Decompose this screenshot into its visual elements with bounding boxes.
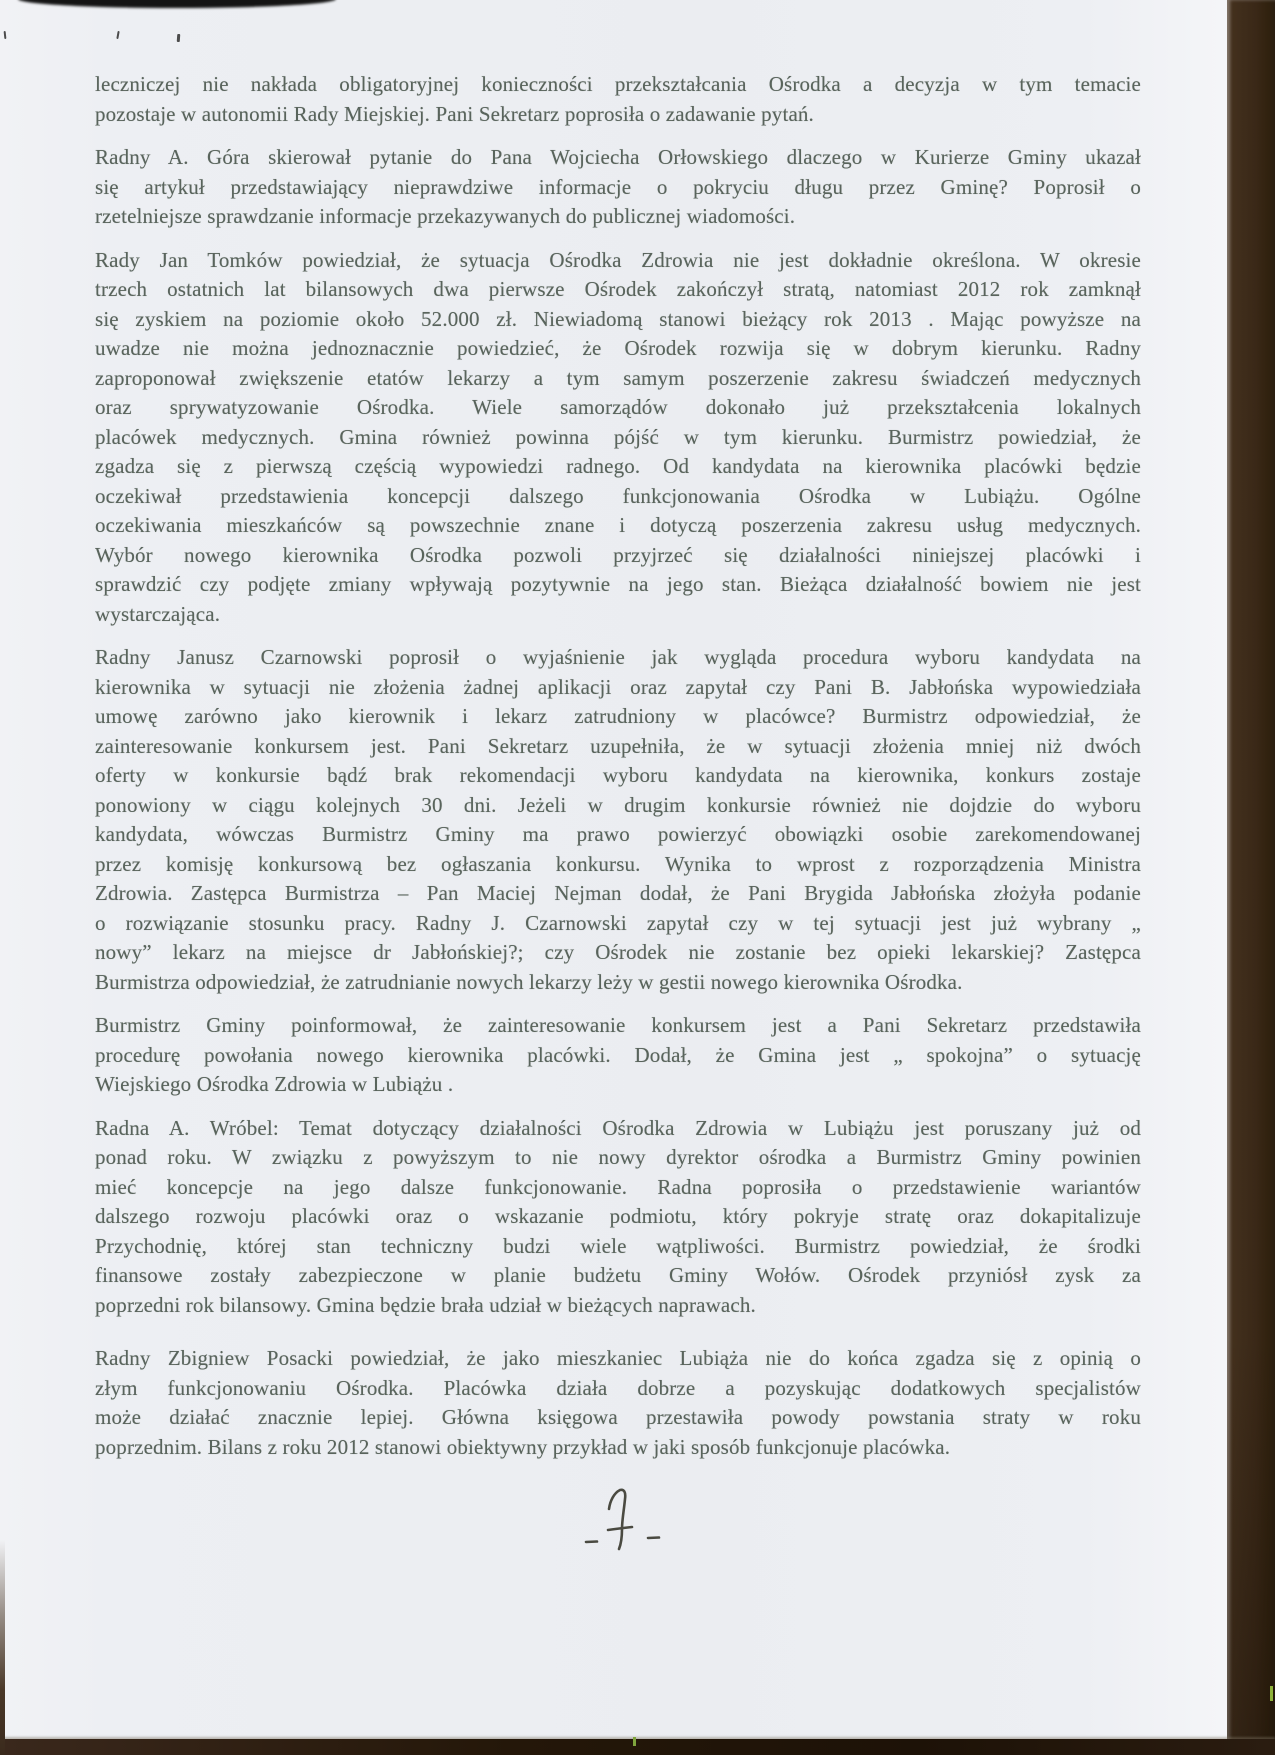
right-dash-stroke xyxy=(648,1538,659,1539)
text-line: Radny A. Góra skierował pytanie do Pana Wojciecha Orłowskiego dlaczego w Kurierze Gminy ukazał xyxy=(95,145,1141,169)
text-line: dalszego rozwoju placówki oraz o wskazanie podmiotu, który pokryje stratę oraz dokapitalizuje xyxy=(95,1204,1141,1228)
text-line: oczekiwania mieszkańców są powszechnie znane i dotyczą poszerzenia zakresu usług medycznych. xyxy=(95,513,1141,537)
text-line: zaproponował zwiększenie etatów lekarzy a tym samym poszerzenie zakresu świadczeń medycznych xyxy=(95,365,1141,390)
text-line: finansowe zostały zabezpieczone w planie budżetu Gminy Wołów. Ośrodek przyniósł zysk za xyxy=(95,1263,1141,1287)
scanner-fleck-green xyxy=(633,1737,636,1746)
text-line: pozostaje w autonomii Rady Miejskiej. Pani Sekretarz poprosiła o zadawanie pytań. xyxy=(95,101,814,126)
text-line: oczekiwał przedstawienia koncepcji dalszego funkcjonowania Ośrodka w Lubiążu. Ogólne xyxy=(95,483,1141,508)
paragraph xyxy=(95,246,1141,630)
text-line: Radny Janusz Czarnowski poprosił o wyjaśnienie jak wygląda procedura wyboru kandydata na xyxy=(95,645,1141,669)
page-number-label xyxy=(572,1566,573,1567)
text-line: Radna A. Wróbel: Temat dotyczący działalności Ośrodka Zdrowia w Lubiążu jest poruszany już od xyxy=(95,1115,1141,1140)
paragraph xyxy=(95,143,1141,232)
text-line: Przychodnię, której stan techniczny budzi wiele wątpliwości. Burmistrz powiedział, że środki xyxy=(95,1233,1141,1258)
text-line: Radny Zbigniew Posacki powiedział, że jako mieszkaniec Lubiąża nie do końca zgadza się z opinią o xyxy=(95,1346,1141,1370)
scanner-fleck-green xyxy=(1270,1686,1273,1701)
document-body xyxy=(95,70,1141,1476)
text-line: Wiejskiego Ośrodka Zdrowia w Lubiążu . xyxy=(95,1072,454,1096)
text-line: może działać znacznie lepiej. Główna księgowa przestawiła powody powstania straty w roku xyxy=(95,1405,1141,1429)
text-line: placówek medycznych. Gmina również powinna pójść w tym kierunku. Burmistrz powiedział, że xyxy=(95,424,1141,449)
scanner-speck xyxy=(4,31,7,39)
text-line: Wybór nowego kierownika Ośrodka pozwoli przyjrzeć się działalności niniejszej placówki i xyxy=(95,542,1141,567)
paragraph xyxy=(95,70,1141,129)
handwritten-seven-drawing xyxy=(572,1486,682,1566)
text-line: umowę zarówno jako kierownik i lekarz zatrudniony w placówce? Burmistrz odpowiedział, że xyxy=(95,704,1141,728)
text-line: uwadze nie można jednoznacznie powiedzieć, że Ośrodek rozwija się w dobrym kierunku. Radny xyxy=(95,336,1141,360)
paragraph xyxy=(95,1114,1141,1321)
scan-top-edge-shadow xyxy=(18,0,336,8)
text-line: nowy” lekarz na miejsce dr Jabłońskiej?; czy Ośrodek nie zostanie bez opieki lekarskiej? Zastępca xyxy=(95,940,1141,964)
scan-left-edge-shadow xyxy=(0,1540,5,1755)
text-line: o rozwiązanie stosunku pracy. Radny J. Czarnowski zapytał czy w tej sytuacji jest już wybrany „ xyxy=(95,910,1141,935)
text-line: przez komisję konkursową bez ogłaszania konkursu. Wynika to wprost z rozporządzenia Ministra xyxy=(95,851,1141,876)
book-binding-bottom-edge xyxy=(0,1739,1275,1755)
text-line: trzech ostatnich lat bilansowych dwa pierwsze Ośrodek zakończył stratą, natomiast 2012 rok zamknął xyxy=(95,277,1141,301)
left-dash-stroke xyxy=(586,1542,597,1543)
text-line: się zyskiem na poziomie około 52.000 zł. Niewiadomą stanowi bieżący rok 2013 . Mając powyższe na xyxy=(95,306,1141,331)
text-line: Burmistrz Gminy poinformował, że zainteresowanie konkursem jest a Pani Sekretarz przedstawiła xyxy=(95,1013,1141,1037)
text-line: zgadza się z pierwszą częścią wypowiedzi radnego. Od kandydata na kierownika placówki będzie xyxy=(95,454,1141,478)
text-line: mieć koncepcje na jego dalsze funkcjonowanie. Radna poprosiła o przedstawienie wariantów xyxy=(95,1174,1141,1199)
text-line: wystarczająca. xyxy=(95,601,221,626)
text-line: rzetelniejsze sprawdzanie informacje przekazywanych do publicznej wiadomości. xyxy=(95,204,796,228)
text-line: Burmistrza odpowiedział, że zatrudnianie nowych lekarzy leży w gestii nowego kierownika Ośrodka. xyxy=(95,969,963,994)
seven-stem-stroke xyxy=(609,1490,625,1549)
seven-crossbar-stroke xyxy=(608,1527,632,1530)
text-line: Zdrowia. Zastępca Burmistrza – Pan Maciej Nejman dodał, że Pani Brygida Jabłońska złożyła podanie xyxy=(95,881,1141,905)
text-line: sprawdzić czy podjęte zmiany wpływają pozytywnie na jego stan. Bieżąca działalność bowiem nie jest xyxy=(95,572,1141,596)
text-line: zainteresowanie konkursem jest. Pani Sekretarz uzupełniła, że w sytuacji złożenia mniej niż dwóch xyxy=(95,733,1141,758)
paragraph xyxy=(95,643,1141,997)
text-line: złym funkcjonowaniu Ośrodka. Placówka działa dobrze a pozyskując dodatkowych specjalistów xyxy=(95,1375,1141,1400)
text-line: kandydata, wówczas Burmistrz Gminy ma prawo powierzyć obowiązki osobie zarekomendowanej xyxy=(95,822,1141,846)
text-line: oferty w konkursie bądź brak rekomendacji wyboru kandydata na kierownika, konkurs zostaje xyxy=(95,763,1141,787)
text-line: ponowiony w ciągu kolejnych 30 dni. Jeżeli w drugim konkursie również nie dojdzie do wyboru xyxy=(95,792,1141,817)
scanner-speck xyxy=(177,34,181,42)
text-line: Rady Jan Tomków powiedział, że sytuacja Ośrodka Zdrowia nie jest dokładnie określona. W okresie xyxy=(95,247,1141,272)
text-line: procedurę powołania nowego kierownika placówki. Dodał, że Gmina jest „ spokojna” o sytuację xyxy=(95,1042,1141,1067)
paragraph xyxy=(95,1011,1141,1100)
text-line: poprzedni rok bilansowy. Gmina będzie brała udział w bieżących naprawach. xyxy=(95,1292,756,1317)
text-line: oraz sprywatyzowanie Ośrodka. Wiele samorządów dokonało już przekształcenia lokalnych xyxy=(95,395,1141,419)
text-line: poprzednim. Bilans z roku 2012 stanowi obiektywny przykład w jaki sposób funkcjonuje placówka. xyxy=(95,1434,951,1459)
handwritten-page-number xyxy=(572,1486,682,1566)
paragraph xyxy=(95,1344,1141,1462)
text-line: się artykuł przedstawiający nieprawdziwe informacje o pokryciu długu przez Gminę? Poprosił o xyxy=(95,174,1141,199)
book-binding-right-edge xyxy=(1227,0,1275,1755)
scanner-speck xyxy=(116,31,119,39)
text-line: ponad roku. W związku z powyższym to nie nowy dyrektor ośrodka a Burmistrz Gminy powinien xyxy=(95,1145,1141,1169)
text-line: leczniczej nie nakłada obligatoryjnej konieczności przekształcania Ośrodka a decyzja w tym temacie xyxy=(95,72,1141,96)
text-line: kierownika w sytuacji nie złożenia żadnej aplikacji oraz zapytał czy Pani B. Jabłońska wypowiedziała xyxy=(95,674,1141,699)
